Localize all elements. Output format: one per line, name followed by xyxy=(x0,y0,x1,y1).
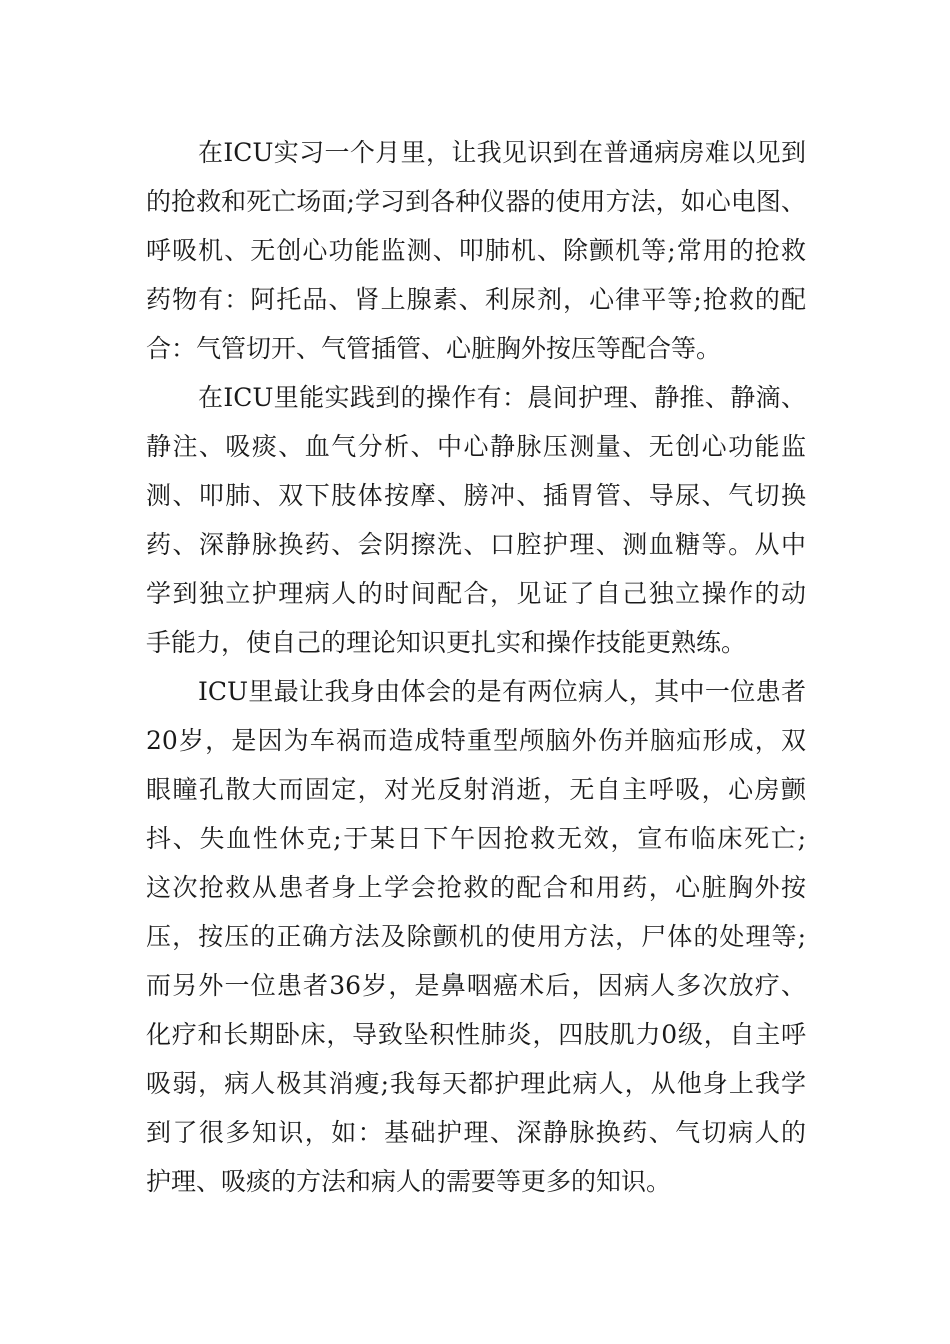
text-line: 这次抢救从患者身上学会抢救的配合和用药，心脏胸外按 xyxy=(146,873,806,902)
text-line: 呼吸机、无创心功能监测、叩肺机、除颤机等;常用的抢救 xyxy=(146,236,806,265)
text-line: 合：气管切开、气管插管、心脏胸外按压等配合等。 xyxy=(146,334,722,363)
text-line: 压，按压的正确方法及除颤机的使用方法，尸体的处理等; xyxy=(146,922,806,951)
paragraph-2 xyxy=(146,373,806,667)
text-line: 到了很多知识，如：基础护理、深静脉换药、气切病人的 xyxy=(146,1118,806,1147)
text-line: 20岁，是因为车祸而造成特重型颅脑外伤并脑疝形成，双 xyxy=(146,726,806,755)
text-line: 药、深静脉换药、会阴擦洗、口腔护理、测血糖等。从中 xyxy=(146,530,806,559)
document-body xyxy=(146,128,806,1206)
text-line: 眼瞳孔散大而固定，对光反射消逝，无自主呼吸，心房颤 xyxy=(146,775,806,804)
text-line: 测、叩肺、双下肢体按摩、膀冲、插胃管、导尿、气切换 xyxy=(146,481,806,510)
text-line: 抖、失血性休克;于某日下午因抢救无效，宣布临床死亡; xyxy=(146,824,806,853)
text-line: 学到独立护理病人的时间配合，见证了自己独立操作的动 xyxy=(146,579,806,608)
text-line: 在ICU实习一个月里，让我见识到在普通病房难以见到 xyxy=(198,138,806,167)
text-line: 手能力，使自己的理论知识更扎实和操作技能更熟练。 xyxy=(146,628,747,657)
text-line: 护理、吸痰的方法和病人的需要等更多的知识。 xyxy=(146,1167,672,1196)
text-line: 吸弱，病人极其消瘦;我每天都护理此病人，从他身上我学 xyxy=(146,1069,806,1098)
text-line: 的抢救和死亡场面;学习到各种仪器的使用方法，如心电图、 xyxy=(146,187,806,216)
text-line: ICU里最让我身由体会的是有两位病人，其中一位患者 xyxy=(198,677,806,706)
text-line: 药物有：阿托品、肾上腺素、利尿剂，心律平等;抢救的配 xyxy=(146,285,806,314)
text-line: 而另外一位患者36岁，是鼻咽癌术后，因病人多次放疗、 xyxy=(146,971,806,1000)
text-line: 化疗和长期卧床，导致坠积性肺炎，四肢肌力0级，自主呼 xyxy=(146,1020,806,1049)
paragraph-1 xyxy=(146,128,806,373)
paragraph-3 xyxy=(146,667,806,1206)
text-line: 静注、吸痰、血气分析、中心静脉压测量、无创心功能监 xyxy=(146,432,806,461)
text-line: 在ICU里能实践到的操作有：晨间护理、静推、静滴、 xyxy=(198,383,806,412)
